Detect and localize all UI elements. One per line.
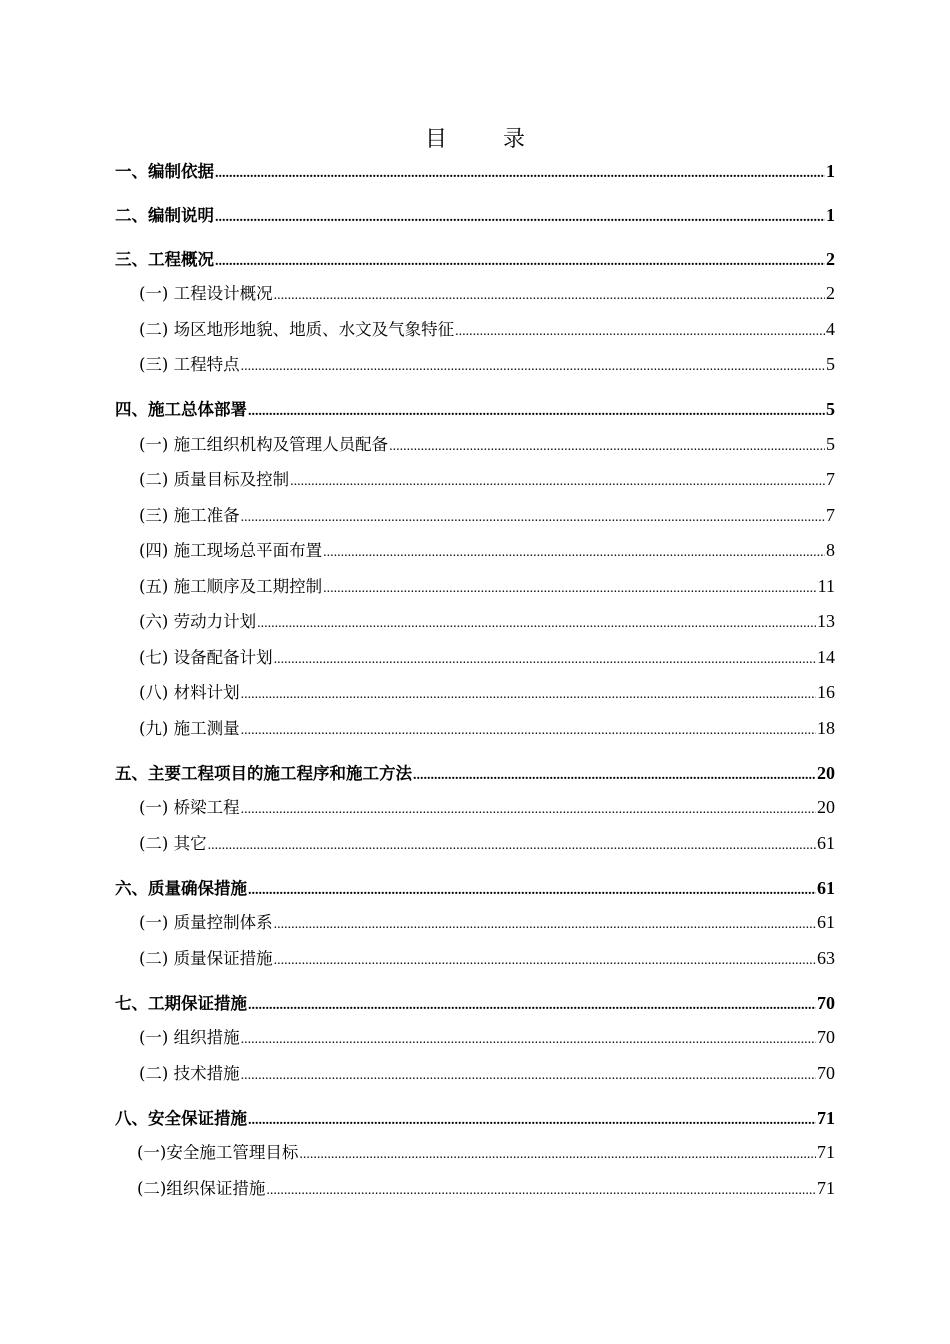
toc-entry-label: (四) 施工现场总平面布置	[139, 541, 323, 560]
toc-page-number: 1	[826, 205, 835, 225]
toc-page-number: 16	[817, 682, 835, 702]
toc-page-number: 71	[817, 1108, 835, 1128]
toc-dot-leader	[274, 283, 825, 306]
toc-dot-leader	[248, 993, 816, 1016]
toc-page-number: 61	[817, 912, 835, 932]
toc-entry-label: 四、施工总体部署	[115, 400, 247, 419]
toc-entry[interactable]	[115, 1105, 835, 1131]
toc-page-number: 70	[817, 1027, 835, 1047]
toc-page-number: 1	[826, 161, 835, 181]
toc-page-number: 20	[817, 763, 835, 783]
toc-entry-label: (一) 质量控制体系	[139, 913, 273, 932]
toc-entry-label: (二) 质量目标及控制	[139, 470, 290, 489]
toc-page-number: 61	[817, 878, 835, 898]
toc-page-number: 14	[817, 647, 835, 667]
toc-page-number: 8	[826, 540, 835, 560]
toc-dot-leader	[248, 878, 816, 901]
toc-entry-label: (二)组织保证措施	[137, 1179, 266, 1198]
toc-dot-leader	[215, 249, 825, 272]
toc-dot-leader	[323, 576, 817, 599]
title-char-1: 目	[424, 127, 447, 152]
toc-entry-label: (一)安全施工管理目标	[137, 1143, 299, 1162]
toc-entry[interactable]	[139, 466, 835, 492]
toc-entry-label: 七、工期保证措施	[115, 994, 247, 1013]
toc-entry[interactable]	[139, 608, 835, 634]
toc-dot-leader	[323, 540, 825, 563]
toc-page-number: 11	[817, 576, 835, 596]
toc-entry-label: 三、工程概况	[115, 250, 214, 269]
toc-entry-label: (二) 其它	[139, 834, 207, 853]
toc-entry-label: (二) 场区地形地貌、地质、水文及气象特征	[139, 320, 455, 339]
toc-entry[interactable]	[139, 909, 835, 935]
toc-entry-label: (五) 施工顺序及工期控制	[139, 577, 323, 596]
toc-page-number: 2	[826, 283, 835, 303]
toc-dot-leader	[274, 912, 816, 935]
toc-dot-leader	[248, 399, 825, 422]
toc-page-number: 71	[817, 1178, 835, 1198]
toc-entry[interactable]	[115, 202, 835, 228]
toc-page-number: 7	[826, 469, 835, 489]
toc-entry[interactable]	[139, 431, 835, 457]
toc-entry-label: (八) 材料计划	[139, 683, 240, 702]
title-char-2: 录	[503, 127, 526, 152]
toc-page-number: 7	[826, 505, 835, 525]
toc-entry-label: (三) 施工准备	[139, 506, 240, 525]
toc-page-number: 61	[817, 833, 835, 853]
toc-entry[interactable]	[139, 644, 835, 670]
toc-entry-label: 五、主要工程项目的施工程序和施工方法	[115, 764, 412, 783]
toc-entry-label: 八、安全保证措施	[115, 1109, 247, 1128]
toc-entry-label: (一) 桥梁工程	[139, 798, 240, 817]
toc-page-number: 4	[826, 319, 835, 339]
toc-dot-leader	[274, 948, 816, 971]
toc-entry[interactable]	[115, 875, 835, 901]
toc-dot-leader	[241, 1027, 816, 1050]
toc-dot-leader	[389, 434, 825, 457]
toc-dot-leader	[455, 319, 825, 342]
toc-entry-label: (三) 工程特点	[139, 355, 240, 374]
toc-entry[interactable]	[139, 280, 835, 306]
toc-dot-leader	[266, 1178, 816, 1201]
toc-dot-leader	[274, 647, 816, 670]
toc-dot-leader	[241, 354, 825, 377]
toc-entry[interactable]	[139, 351, 835, 377]
toc-page-number: 70	[817, 993, 835, 1013]
toc-dot-leader	[215, 205, 825, 228]
toc-entry-label: 六、质量确保措施	[115, 879, 247, 898]
toc-entry-label: (九) 施工测量	[139, 719, 240, 738]
toc-entry[interactable]	[115, 158, 835, 184]
toc-entry-label: 一、编制依据	[115, 162, 214, 181]
toc-entry[interactable]	[115, 396, 835, 422]
toc-page-number: 20	[817, 797, 835, 817]
toc-entry[interactable]	[139, 1060, 835, 1086]
toc-dot-leader	[299, 1142, 816, 1165]
toc-entry[interactable]	[137, 1175, 835, 1201]
toc-page-number: 18	[817, 718, 835, 738]
toc-page-number: 5	[826, 434, 835, 454]
toc-entry[interactable]	[139, 794, 835, 820]
toc-dot-leader	[241, 1063, 816, 1086]
toc-dot-leader	[241, 718, 816, 741]
toc-entry[interactable]	[139, 715, 835, 741]
toc-entry[interactable]	[139, 316, 835, 342]
toc-entry-label: (二) 技术措施	[139, 1064, 240, 1083]
toc-entry-label: (一) 工程设计概况	[139, 284, 273, 303]
toc-entry-label: (一) 施工组织机构及管理人员配备	[139, 435, 389, 454]
toc-dot-leader	[215, 161, 825, 184]
toc-dot-leader	[208, 833, 816, 856]
toc-entry[interactable]	[115, 990, 835, 1016]
toc-entry[interactable]	[139, 679, 835, 705]
toc-entry[interactable]	[139, 573, 835, 599]
toc-entry-label: (一) 组织措施	[139, 1028, 240, 1047]
toc-entry-label: (六) 劳动力计划	[139, 612, 257, 631]
toc-dot-leader	[241, 505, 825, 528]
toc-dot-leader	[248, 1108, 816, 1131]
toc-entry[interactable]	[139, 502, 835, 528]
toc-page-number: 71	[817, 1142, 835, 1162]
toc-dot-leader	[413, 763, 816, 786]
toc-page-number: 5	[826, 354, 835, 374]
page-title	[0, 122, 950, 153]
toc-page-number: 70	[817, 1063, 835, 1083]
toc-entry-label: 二、编制说明	[115, 206, 214, 225]
toc-page-number: 2	[826, 249, 835, 269]
toc-entry[interactable]	[139, 830, 835, 856]
toc-dot-leader	[257, 611, 816, 634]
toc-entry[interactable]	[139, 537, 835, 563]
toc-page-number: 5	[826, 399, 835, 419]
toc-entry-label: (七) 设备配备计划	[139, 648, 273, 667]
toc-page-number: 63	[817, 948, 835, 968]
toc-dot-leader	[290, 469, 825, 492]
toc-entry[interactable]	[115, 246, 835, 272]
toc-entry[interactable]	[115, 760, 835, 786]
toc-entry-label: (二) 质量保证措施	[139, 949, 273, 968]
toc-entry[interactable]	[139, 945, 835, 971]
toc-entry[interactable]	[139, 1024, 835, 1050]
toc-dot-leader	[241, 682, 816, 705]
toc-entry[interactable]	[137, 1139, 835, 1165]
toc-page-number: 13	[817, 611, 835, 631]
toc-dot-leader	[241, 797, 816, 820]
